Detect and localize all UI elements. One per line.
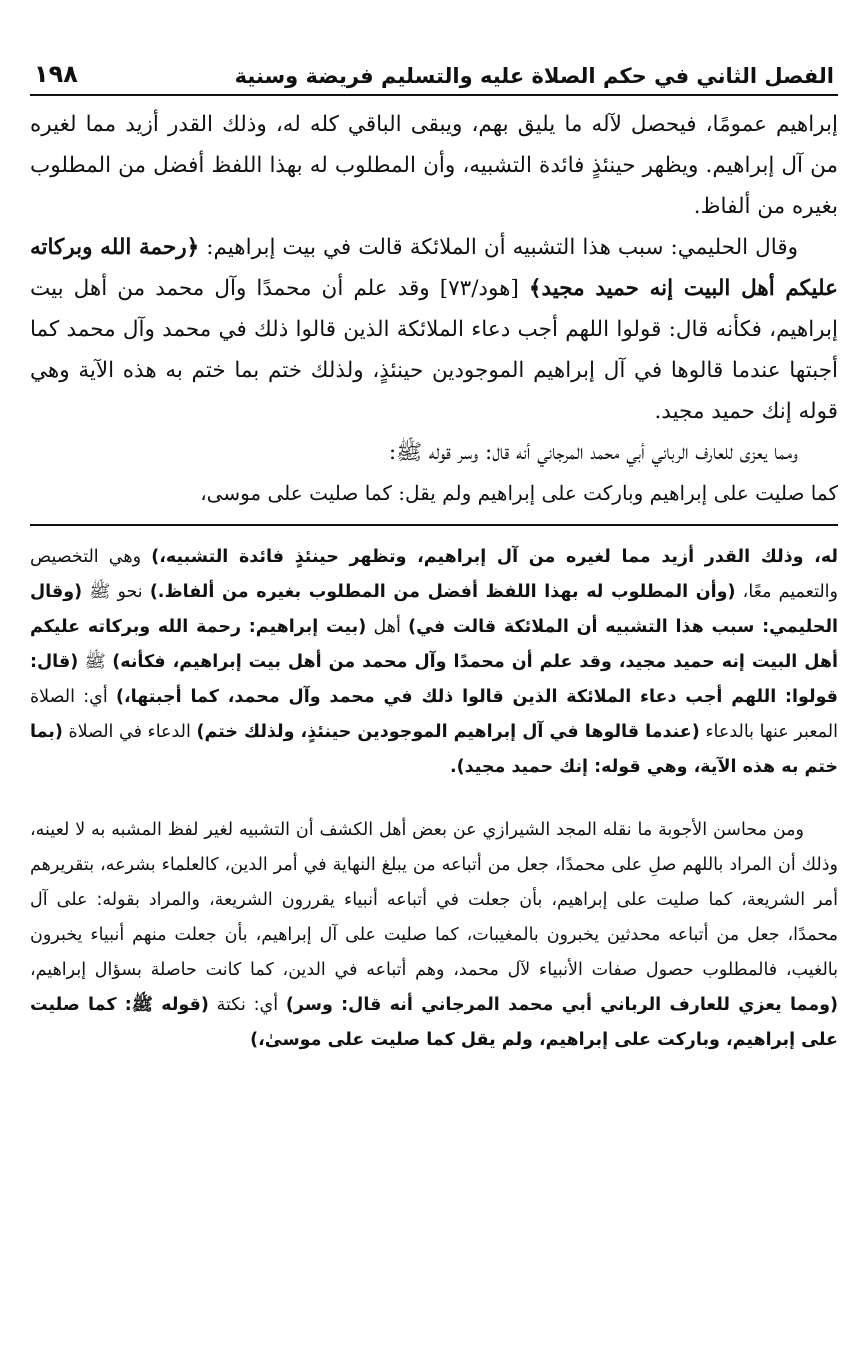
chapter-title: الفصل الثاني في حكم الصلاة عليه والتسليم فريضة وسنية xyxy=(234,64,834,88)
main-text xyxy=(30,104,838,514)
main-paragraph-2 xyxy=(30,227,838,432)
commentary-text-1: وهي التخصيص والتعميم معًا، xyxy=(30,547,838,602)
quran-reference: [هود/٧٣] xyxy=(439,276,519,301)
page-number: ١٩٨ xyxy=(34,60,78,88)
page-header xyxy=(30,40,838,96)
commentary-text-3: أهل xyxy=(366,617,409,637)
commentary-text-4: ﷺ xyxy=(78,652,113,672)
page xyxy=(30,40,838,1058)
main-paragraph-4: كما صليت على إبراهيم وباركت على إبراهيم ولم يقل: كما صليت على موسى، xyxy=(200,481,838,505)
footnote-separator xyxy=(30,524,838,526)
main-paragraph-3: ومما يعزى للعارف الرباني أبي محمد المرجاني أنه قال: وسر قوله ﷺ: xyxy=(388,440,798,465)
commentary-paragraph-2 xyxy=(30,813,838,1058)
commentary-bold-7: (بما ختم به هذه الآية، وهي قوله: إنك حميد مجيد). xyxy=(30,722,838,777)
commentary-text-6: الدعاء في الصلاة xyxy=(62,722,197,742)
main-paragraph-2-intro: وقال الحليمي: سبب هذا التشبيه أن الملائكة قالت في بيت إبراهيم: xyxy=(206,235,798,260)
commentary-bold-8: (ومما يعزي للعارف الرباني أبي محمد المرجاني أنه قال: وسر) xyxy=(285,995,838,1015)
main-paragraph-1: إبراهيم عمومًا، فيحصل لآله ما يليق بهم، ويبقى الباقي كله له، وذلك القدر أزيد مما لغيره من آل إبراهيم. ويظهر حينئذٍ فائدة التشبيه، وأن المطلوب له بهذا اللفظ أفضل من المطلوب بغيره من ألفاظ. xyxy=(30,112,838,219)
commentary-text xyxy=(30,540,838,1058)
commentary-text-8: أي: نكتة xyxy=(208,995,286,1015)
commentary-bold-6: (عندما قالوها في آل إبراهيم الموجودين حينئذٍ، ولذلك ختم) xyxy=(196,722,700,742)
main-paragraph-2-rest: وقد علم أن محمدًا وآل محمد من أهل بيت إبراهيم، فكأنه قال: قولوا اللهم أجب دعاء الملائكة الذين قالوا ذلك في محمد وآل محمد كما أجبتها عندما قالوها في آل إبراهيم الموجودين حينئذٍ، ولذلك ختم بما ختم به هذه الآية وهي قوله إنك حميد مجيد. xyxy=(30,276,838,424)
commentary-bold-4: (بيت إبراهيم: رحمة الله وبركاته عليكم أهل البيت إنه حميد مجيد، وقد علم أن محمدًا وآل محمد من أهل بيت إبراهيم، فكأنه) xyxy=(30,617,838,672)
commentary-bold-3: (وقال الحليمي: سبب هذا التشبيه أن الملائكة قالت في) xyxy=(30,582,839,637)
commentary-bold-2: (وأن المطلوب له بهذا اللفظ أفضل من المطلوب بغيره من ألفاظ.) xyxy=(149,582,736,602)
commentary-text-2: نحو ﷺ xyxy=(82,582,150,602)
commentary-bold-9: (قوله ﷺ: كما صليت على إبراهيم، وباركت على إبراهيم، ولم يقل كما صليت على موسىٰ،) xyxy=(30,995,838,1050)
commentary-text-5: أي: الصلاة المعبر عنها بالدعاء xyxy=(30,687,838,742)
commentary-bold-5: (قال: قولوا: اللهم أجب دعاء الملائكة الذين قالوا ذلك في محمد وآل محمد، كما أجبتها،) xyxy=(30,652,839,707)
quran-verse: ﴿رحمة الله وبركاته عليكم أهل البيت إنه حميد مجيد﴾ xyxy=(30,235,838,301)
commentary-bold-1: له، وذلك القدر أزيد مما لغيره من آل إبراهيم، وتظهر حينئذٍ فائدة التشبيه،) xyxy=(151,547,839,567)
commentary-paragraph-1 xyxy=(30,540,838,785)
commentary-text-7: ومن محاسن الأجوبة ما نقله المجد الشيرازي عن بعض أهل الكشف أن التشبيه لغير لفظ المشبه به لا لعينه، وذلك أن المراد باللهم صلِ على محمدًا، جعل من أتباعه من يبلغ النهاية في أمر الدين، كالعلماء بشرعه، بتقريرهم أمر الشريعة، كما صليت على إبراهيم، بأن جعلت في أتباعه أنبياء يقررون الشريعة، والمراد بقوله: على آل محمدًا، جعل من أتباعه محدثين يخبرون بالمغيبات، كما صليت على آل إبراهيم، بأن جعلت منهم أنبياء يخبرون بالغيب، فالمطلوب حصول صفات الأنبياء لآل محمد، وهم أتباعه في الدين، كما كانت حاصلة بسؤال إبراهيم، xyxy=(30,820,838,980)
